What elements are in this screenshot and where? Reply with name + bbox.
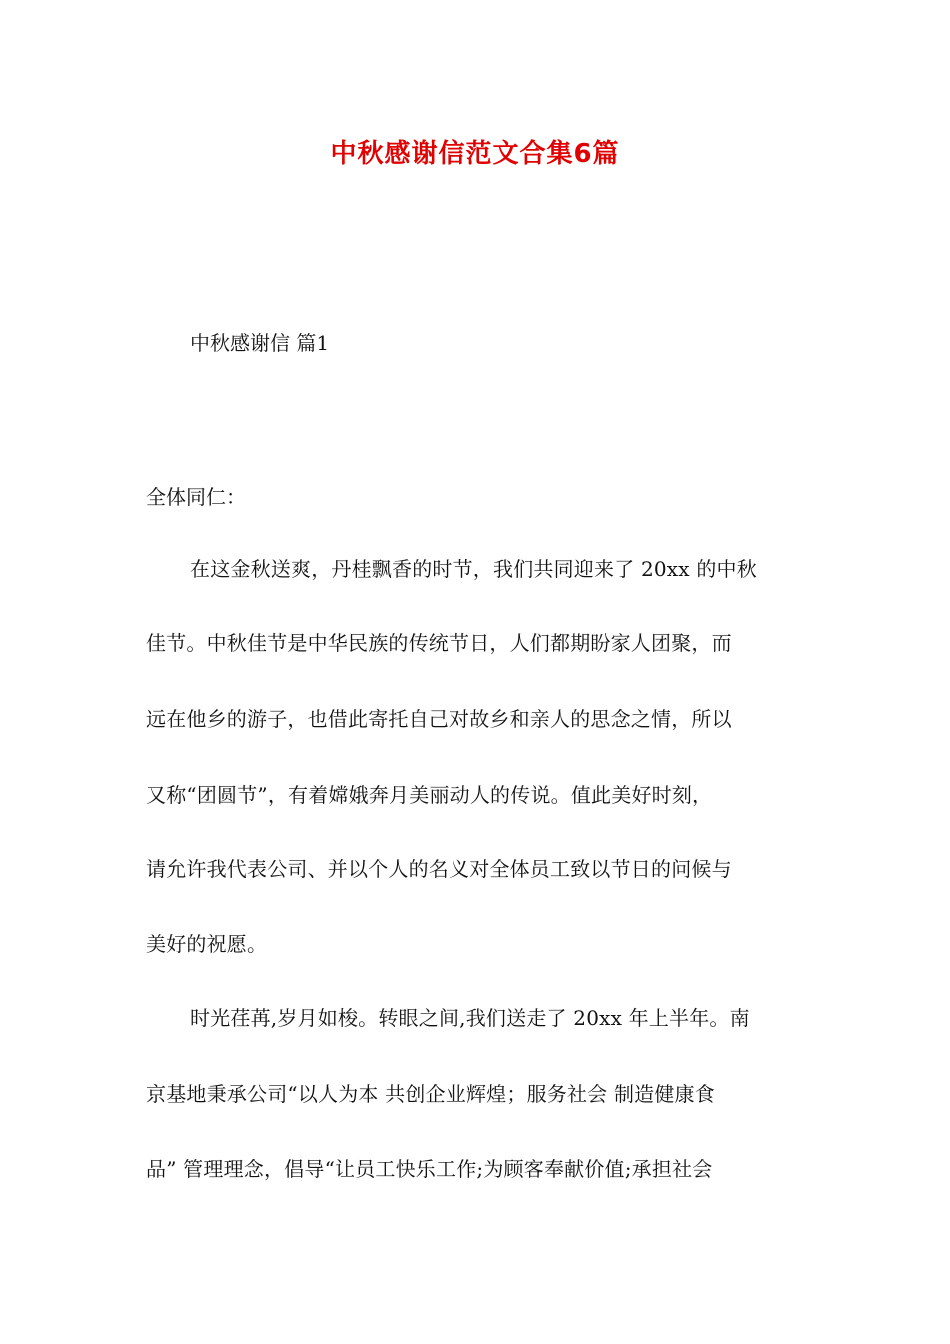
section-heading: 中秋感谢信 篇1 — [190, 331, 330, 355]
paragraph-line: 京基地秉承公司“以人为本 共创企业辉煌；服务社会 制造健康食 — [146, 1082, 715, 1106]
paragraph-line: 时光荏苒,岁月如梭。转眼之间,我们送走了 20xx 年上半年。南 — [190, 1006, 750, 1030]
paragraph-line: 请允许我代表公司、并以个人的名义对全体员工致以节日的问候与 — [146, 857, 732, 881]
paragraph-line: 又称“团圆节”，有着嫦娥奔月美丽动人的传说。值此美好时刻， — [146, 783, 713, 807]
salutation: 全体同仁： — [146, 485, 246, 509]
paragraph-line: 远在他乡的游子，也借此寄托自己对故乡和亲人的思念之情，所以 — [146, 707, 732, 731]
paragraph-line: 佳节。中秋佳节是中华民族的传统节日，人们都期盼家人团聚，而 — [146, 631, 732, 655]
paragraph-line: 美好的祝愿。 — [146, 932, 268, 956]
document-title: 中秋感谢信范文合集6篇 — [330, 139, 620, 169]
paragraph-line: 在这金秋送爽，丹桂飘香的时节，我们共同迎来了 20xx 的中秋 — [190, 557, 757, 581]
paragraph-line: 品” 管理理念，倡导“让员工快乐工作;为顾客奉献价值;承担社会 — [146, 1157, 713, 1181]
